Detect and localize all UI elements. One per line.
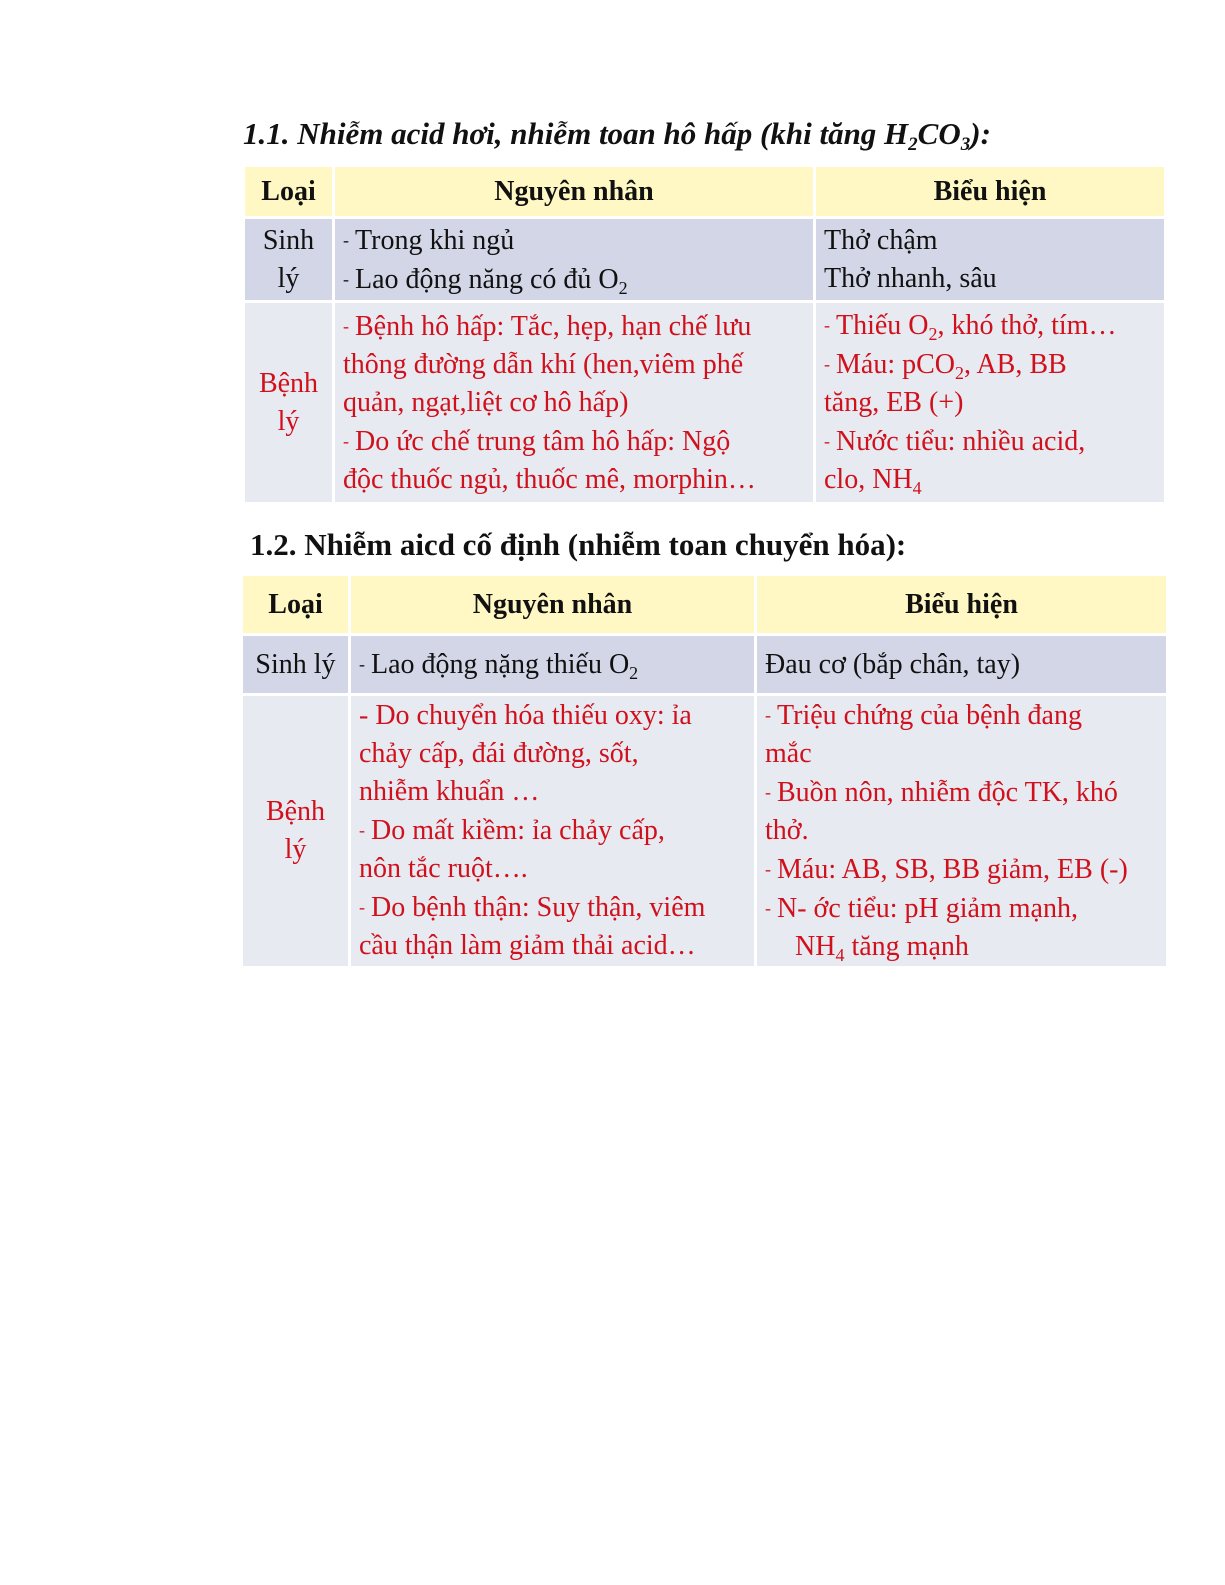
table-header-row — [244, 166, 1166, 218]
type-cell-physiological: Sinh lý — [242, 635, 350, 695]
table-row-physiological — [244, 218, 1166, 302]
header-type: Loại — [244, 166, 334, 218]
cause-cell-physiological: - Lao động nặng thiếu $O_2$ — [350, 635, 756, 695]
sign-cell-physiological: Đau cơ (bắp chân, tay) — [756, 635, 1168, 695]
header-sign: Biểu hiện — [756, 575, 1168, 635]
type-cell-pathological: Bệnh lý — [242, 695, 350, 968]
header-cause: Nguyên nhân — [350, 575, 756, 635]
cause-cell-pathological: - Do chuyển hóa thiếu oxy: ỉa chảy cấp, đái đường, sốt, nhiễm khuẩn … - Do mất kiềm: ỉa chảy cấp, nôn tắc ruột…. - Do bệnh thận: Suy thận, viêm cầu thận làm giảm thải acid… — [350, 695, 756, 968]
respiratory-acidosis-table — [242, 164, 1167, 505]
header-sign: Biểu hiện — [815, 166, 1166, 218]
table-header-row — [242, 575, 1168, 635]
sign-cell-pathological: - Thiếu $O_2$, khó thở, tím… - Máu: pCO$_2$, AB, BB tăng, EB (+) - Nước tiểu: nhiều acid, clo, $NH_4$ — [815, 302, 1166, 504]
type-cell-pathological: Bệnh lý — [244, 302, 334, 504]
header-cause: Nguyên nhân — [334, 166, 815, 218]
type-cell-physiological: Sinh lý — [244, 218, 334, 302]
cause-cell-physiological: - Trong khi ngủ - Lao động năng có đủ $O_2$ — [334, 218, 815, 302]
section2-heading: 1.2. Nhiễm aicd cố định (nhiễm toan chuyển hóa): — [250, 527, 907, 562]
cause-cell-pathological: - Bệnh hô hấp: Tắc, hẹp, hạn chế lưu thông đường dẫn khí (hen,viêm phế quản, ngạt,liệt cơ hô hấp) - Do ức chế trung tâm hô hấp: Ngộ độc thuốc ngủ, thuốc mê, morphin… — [334, 302, 815, 504]
table-row-physiological — [242, 635, 1168, 695]
section1-heading: 1.1. Nhiễm acid hơi, nhiễm toan hô hấp (khi tăng $H_2CO_3$): — [243, 116, 991, 155]
sign-cell-pathological: - Triệu chứng của bệnh đang mắc - Buồn nôn, nhiễm độc TK, khó thở. - Máu: AB, SB, BB giảm, EB (-) - N- ớc tiểu: pH giảm mạnh, $NH_4$ tăng mạnh — [756, 695, 1168, 968]
header-type: Loại — [242, 575, 350, 635]
sign-cell-physiological: Thở chậm Thở nhanh, sâu — [815, 218, 1166, 302]
metabolic-acidosis-table — [240, 573, 1169, 969]
table-row-pathological — [244, 302, 1166, 504]
table-row-pathological — [242, 695, 1168, 968]
